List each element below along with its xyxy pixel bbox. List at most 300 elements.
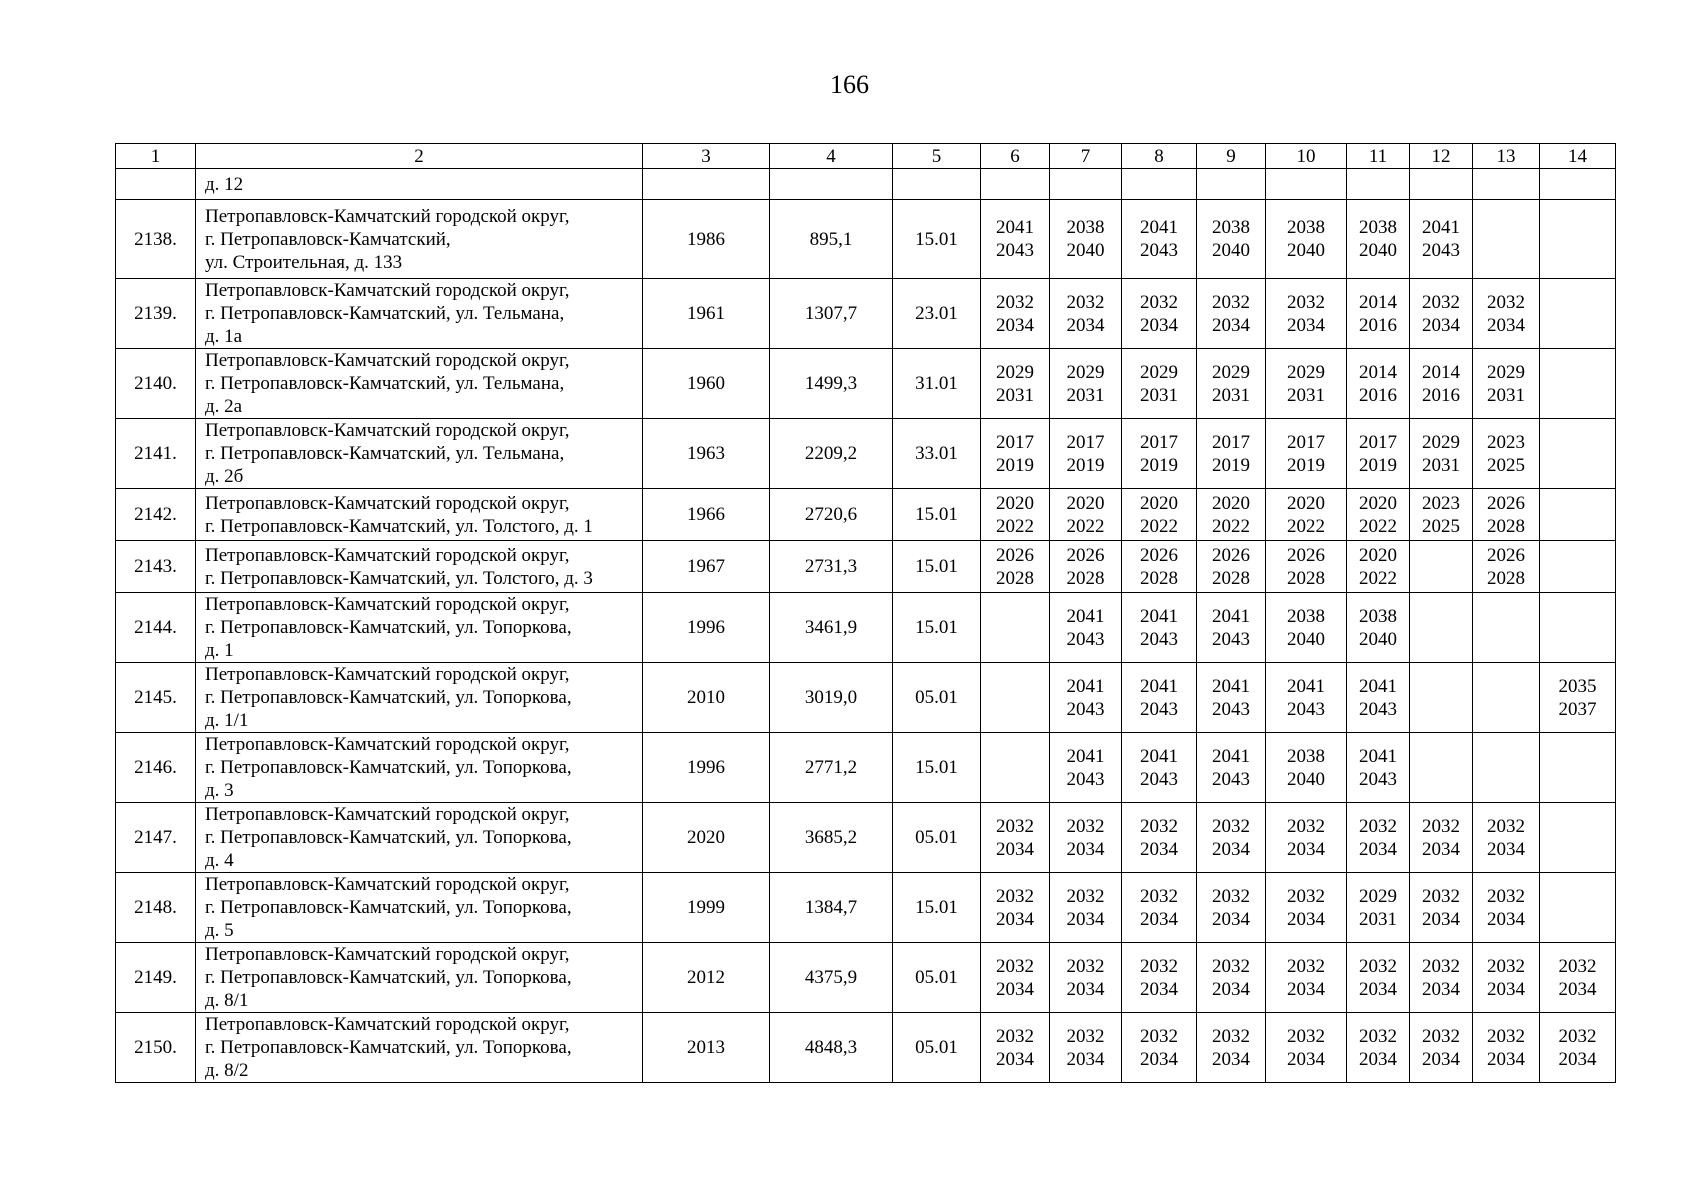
period-cell [1540,803,1616,873]
period-cell [1122,541,1197,593]
period-cell [1050,419,1122,489]
period-cell [1347,1013,1410,1083]
period-year: 2031 [996,384,1034,406]
area-cell: 1384,7 [770,873,893,943]
address-line: Петропавловск-Камчатский городской округ, [205,734,570,755]
row-number: 2150. [116,1013,196,1083]
period-year: 2035 [1558,675,1597,697]
period-year: 2034 [1140,908,1178,930]
period-year: 2019 [1287,454,1325,476]
period-year: 2034 [1422,1048,1460,1070]
period-year: 2029 [996,361,1034,383]
period-year: 2034 [1212,908,1250,930]
period-cell [1122,733,1197,803]
period-cell [1540,593,1616,663]
period-year: 2028 [1487,567,1525,589]
period-cell [1347,663,1410,733]
address-line: д. 5 [205,920,234,941]
period-year: 2040 [1066,240,1105,261]
period-cell [1347,541,1410,593]
period-year: 2041 [1140,745,1178,767]
col-header: 8 [1122,144,1197,169]
period-cell [981,489,1050,541]
year-cell: 2010 [643,663,770,733]
period-year: 2032 [1212,291,1250,313]
period-year: 2041 [996,217,1034,238]
address-line: Петропавловск-Камчатский городской округ, [205,205,570,227]
period-cell [1347,419,1410,489]
period-year: 2026 [1287,544,1325,566]
address-cell [196,733,643,803]
period-cell [1473,943,1540,1013]
period-cell [1410,873,1473,943]
period-cell [981,279,1050,349]
period-cell [1266,593,1347,663]
period-cell [1122,279,1197,349]
period-cell [1347,803,1410,873]
period-year: 2031 [1287,384,1325,406]
period-cell [1050,803,1122,873]
period-year: 2043 [1287,698,1325,720]
period-year: 2032 [1066,885,1105,907]
col-header: 9 [1197,144,1266,169]
period-year: 2032 [1066,815,1105,837]
period-cell [1266,200,1347,279]
period-year: 2043 [1140,698,1178,720]
address-line: г. Петропавловск-Камчатский, ул. Тельмана, [205,303,565,324]
col-header: 3 [643,144,770,169]
period-year: 2032 [1487,885,1525,907]
period-year: 2028 [1487,515,1525,537]
period-cell [981,803,1050,873]
address-line: Петропавловск-Камчатский городской округ, [205,874,570,895]
address-line: г. Петропавловск-Камчатский, ул. Топоркова, [205,617,572,638]
period-year: 2034 [1422,838,1460,860]
period-year: 2040 [1287,628,1325,650]
period-year: 2031 [1422,454,1460,476]
row-number [116,169,196,200]
period-year: 2029 [1140,361,1178,383]
address-cell [196,541,643,593]
period-year: 2040 [1287,768,1325,790]
period-cell [1122,349,1197,419]
col-header: 13 [1473,144,1540,169]
period-year: 2016 [1359,384,1397,406]
period-cell [1266,733,1347,803]
period-year: 2029 [1487,361,1525,383]
address-cell [196,663,643,733]
period-cell [1473,1013,1540,1083]
period-cell [1050,663,1122,733]
period-cell [1266,873,1347,943]
col-header: 7 [1050,144,1122,169]
period-cell [1197,873,1266,943]
period-year: 2020 [1212,492,1250,514]
period-year: 2043 [1066,628,1105,650]
period-year: 2032 [1487,291,1525,313]
period-year: 2034 [1066,978,1105,1000]
year-cell: 1961 [643,279,770,349]
period-cell [1473,541,1540,593]
period-year: 2032 [996,1025,1034,1047]
period-year: 2034 [1140,838,1178,860]
year-cell: 1963 [643,419,770,489]
period-cell [1347,593,1410,663]
period-year: 2034 [1487,1048,1525,1070]
address-line: г. Петропавловск-Камчатский, ул. Топоркова, [205,757,572,778]
period-year: 2034 [1066,1048,1105,1070]
table-row [116,419,1616,489]
period-cell [1347,943,1410,1013]
period-cell [1197,349,1266,419]
period-year: 2022 [1140,515,1178,537]
address-line: д. 8/2 [205,1060,249,1081]
period-year: 2043 [1212,698,1250,720]
period-year: 2031 [1066,384,1105,406]
period-year: 2034 [1287,908,1325,930]
period-year: 2028 [1287,567,1325,589]
period-year: 2028 [1066,567,1105,589]
table-row [116,349,1616,419]
period-year: 2038 [1212,217,1250,238]
period-cell [1347,349,1410,419]
period-year: 2017 [1066,431,1105,453]
period-cell [1266,419,1347,489]
period-year: 2032 [1212,1025,1250,1047]
address-line: д. 2а [205,396,243,417]
period-cell [981,873,1050,943]
period-year: 2041 [1140,605,1178,627]
table-row [116,873,1616,943]
period-cell [1197,663,1266,733]
period-year: 2017 [996,431,1034,453]
period-cell [1122,419,1197,489]
period-cell [1122,943,1197,1013]
period-year: 2017 [1287,431,1325,453]
period-cell [1197,200,1266,279]
period-cell [1410,593,1473,663]
period-cell [1050,593,1122,663]
period-year: 2043 [1140,628,1178,650]
period-year: 2020 [1287,492,1325,514]
period-year: 2032 [1487,955,1525,977]
period-cell [1122,1013,1197,1083]
period-year: 2020 [996,492,1034,514]
row-number: 2145. [116,663,196,733]
period-year: 2034 [1066,908,1105,930]
code-cell: 23.01 [893,279,981,349]
address-cell [196,943,643,1013]
period-year: 2038 [1359,605,1397,627]
row-number: 2148. [116,873,196,943]
period-year: 2020 [1359,492,1397,514]
period-cell [1347,279,1410,349]
period-year: 2043 [1066,768,1105,790]
period-year: 2034 [1422,908,1460,930]
area-cell: 4375,9 [770,943,893,1013]
table-row [116,279,1616,349]
period-year: 2022 [1287,515,1325,537]
period-year: 2034 [1140,1048,1178,1070]
code-cell: 15.01 [893,593,981,663]
period-year: 2032 [1066,955,1105,977]
period-year: 2041 [1359,675,1397,697]
period-year: 2034 [1422,978,1460,1000]
period-year: 2032 [1140,291,1178,313]
address-line: Петропавловск-Камчатский городской округ, [205,350,570,371]
area-cell: 1499,3 [770,349,893,419]
period-cell [1410,279,1473,349]
period-year: 2029 [1066,361,1105,383]
area-cell: 3461,9 [770,593,893,663]
period-cell [1540,541,1616,593]
period-year: 2032 [1287,291,1325,313]
period-cell [1122,663,1197,733]
period-cell [981,663,1050,733]
period-year: 2034 [1066,314,1105,336]
period-year: 2032 [1422,1025,1460,1047]
area-cell: 1307,7 [770,279,893,349]
period-year: 2032 [1140,1025,1178,1047]
period-cell [1540,943,1616,1013]
period-year: 2034 [996,908,1034,930]
year-cell: 1986 [643,200,770,279]
address-line: Петропавловск-Камчатский городской округ, [205,492,570,514]
col-header: 1 [116,144,196,169]
address-line: д. 3 [205,780,234,801]
period-cell [1122,873,1197,943]
year-cell: 1967 [643,541,770,593]
period-year: 2029 [1287,361,1325,383]
period-year: 2026 [1487,544,1525,566]
period-cell [1266,943,1347,1013]
period-year: 2017 [1212,431,1250,453]
period-year: 2034 [1487,314,1525,336]
period-year: 2040 [1212,240,1250,261]
table-row [116,593,1616,663]
period-year: 2032 [1140,815,1178,837]
period-year: 2014 [1359,361,1397,383]
address-cell [196,873,643,943]
period-year: 2043 [1422,240,1460,261]
period-year: 2034 [996,1048,1034,1070]
period-cell [1197,489,1266,541]
period-year: 2034 [1359,1048,1397,1070]
period-year: 2026 [1066,544,1105,566]
period-year: 2022 [1359,515,1397,537]
period-year: 2032 [1359,1025,1397,1047]
period-year: 2038 [1287,605,1325,627]
period-year: 2017 [1359,431,1397,453]
period-year: 2034 [1287,838,1325,860]
period-year: 2034 [1359,838,1397,860]
period-year: 2014 [1359,291,1397,313]
period-cell [1266,803,1347,873]
period-year: 2032 [1422,291,1460,313]
period-cell [1410,943,1473,1013]
address-line: г. Петропавловск-Камчатский, ул. Топоркова, [205,1037,572,1058]
period-cell [1473,349,1540,419]
period-year: 2019 [1140,454,1178,476]
address-cell [196,279,643,349]
period-year: 2037 [1558,698,1597,720]
period-year: 2022 [1212,515,1250,537]
period-year: 2043 [1212,768,1250,790]
table-row [116,489,1616,541]
period-cell [1473,419,1540,489]
period-year: 2020 [1066,492,1105,514]
table-row [116,200,1616,279]
period-year: 2014 [1422,361,1460,383]
period-year: 2043 [1359,768,1397,790]
period-cell [981,943,1050,1013]
period-cell [1050,489,1122,541]
address-cell [196,419,643,489]
period-year: 2038 [1359,217,1397,238]
period-year: 2031 [1487,384,1525,406]
period-year: 2040 [1287,240,1325,261]
period-cell [1347,200,1410,279]
period-year: 2034 [1212,1048,1250,1070]
period-year: 2032 [1359,815,1397,837]
period-cell [1266,663,1347,733]
period-year: 2034 [1287,314,1325,336]
table-row [116,663,1616,733]
period-year: 2026 [1487,492,1525,514]
period-year: 2040 [1359,240,1397,261]
row-number: 2149. [116,943,196,1013]
year-cell: 2012 [643,943,770,1013]
period-year: 2032 [1066,1025,1105,1047]
code-cell: 05.01 [893,803,981,873]
period-year: 2034 [1140,978,1178,1000]
period-cell [1540,733,1616,803]
period-year: 2041 [1287,675,1325,697]
period-cell [1122,593,1197,663]
period-year: 2034 [996,978,1034,1000]
address-cell [196,803,643,873]
period-year: 2032 [1422,885,1460,907]
period-cell [1197,279,1266,349]
page-number: 166 [830,70,869,99]
period-year: 2032 [1487,815,1525,837]
period-cell [981,733,1050,803]
address-line: г. Петропавловск-Камчатский, ул. Топоркова, [205,967,572,988]
area-cell: 2720,6 [770,489,893,541]
period-year: 2034 [1287,978,1325,1000]
period-cell [1540,279,1616,349]
period-year: 2032 [1212,885,1250,907]
address-line: Петропавловск-Камчатский городской округ, [205,1014,570,1035]
period-year: 2020 [1359,544,1397,566]
period-cell [1540,663,1616,733]
period-cell [1266,349,1347,419]
code-cell: 15.01 [893,489,981,541]
period-year: 2043 [1140,240,1178,261]
address-line: г. Петропавловск-Камчатский, [205,228,451,250]
col-header: 2 [196,144,643,169]
period-cell [1050,943,1122,1013]
period-cell [1050,541,1122,593]
period-year: 2041 [1066,675,1105,697]
row-number: 2140. [116,349,196,419]
row-number: 2142. [116,489,196,541]
table-row [116,1013,1616,1083]
period-cell [1197,593,1266,663]
period-year: 2016 [1422,384,1460,406]
code-cell: 05.01 [893,943,981,1013]
period-cell [1266,279,1347,349]
period-year: 2034 [1487,838,1525,860]
period-cell [981,1013,1050,1083]
address-line: г. Петропавловск-Камчатский, ул. Топоркова, [205,827,572,848]
period-year: 2019 [996,454,1034,476]
period-year: 2043 [1359,698,1397,720]
period-year: 2041 [1140,675,1178,697]
period-cell [1540,1013,1616,1083]
col-header: 11 [1347,144,1410,169]
code-cell: 15.01 [893,873,981,943]
year-cell: 2020 [643,803,770,873]
period-year: 2028 [996,567,1034,589]
period-year: 2019 [1359,454,1397,476]
period-year: 2034 [1558,1048,1597,1070]
period-cell [981,593,1050,663]
address-line: г. Петропавловск-Камчатский, ул. Тельмана, [205,373,565,394]
period-year: 2032 [1287,815,1325,837]
code-cell: 05.01 [893,663,981,733]
period-cell [1197,1013,1266,1083]
period-year: 2034 [1140,314,1178,336]
period-cell [1050,733,1122,803]
area-cell: 2731,3 [770,541,893,593]
address-line: г. Петропавловск-Камчатский, ул. Топоркова, [205,687,572,708]
row-number: 2146. [116,733,196,803]
row-number: 2143. [116,541,196,593]
period-year: 2034 [1487,978,1525,1000]
period-year: 2031 [1359,908,1397,930]
period-year: 2043 [1212,628,1250,650]
address-line: д. 1/1 [205,710,249,731]
period-year: 2032 [996,955,1034,977]
housing-table [115,143,1616,1083]
address-line: г. Петропавловск-Камчатский, ул. Толстого, д. 1 [205,515,593,537]
period-year: 2041 [1212,605,1250,627]
code-cell: 15.01 [893,733,981,803]
period-cell [1540,489,1616,541]
col-header: 4 [770,144,893,169]
period-year: 2031 [1212,384,1250,406]
period-year: 2041 [1359,745,1397,767]
period-cell [1266,1013,1347,1083]
period-cell [1197,943,1266,1013]
period-cell [1347,733,1410,803]
period-year: 2034 [1487,908,1525,930]
period-year: 2026 [1212,544,1250,566]
period-year: 2026 [996,544,1034,566]
period-year: 2032 [1558,955,1597,977]
period-cell [1347,489,1410,541]
address-line: Петропавловск-Камчатский городской округ, [205,664,570,685]
period-year: 2040 [1359,628,1397,650]
period-cell [1050,1013,1122,1083]
row-number: 2141. [116,419,196,489]
table-row [116,803,1616,873]
area-cell: 2771,2 [770,733,893,803]
period-cell [1122,803,1197,873]
year-cell: 1966 [643,489,770,541]
area-cell: 895,1 [770,200,893,279]
